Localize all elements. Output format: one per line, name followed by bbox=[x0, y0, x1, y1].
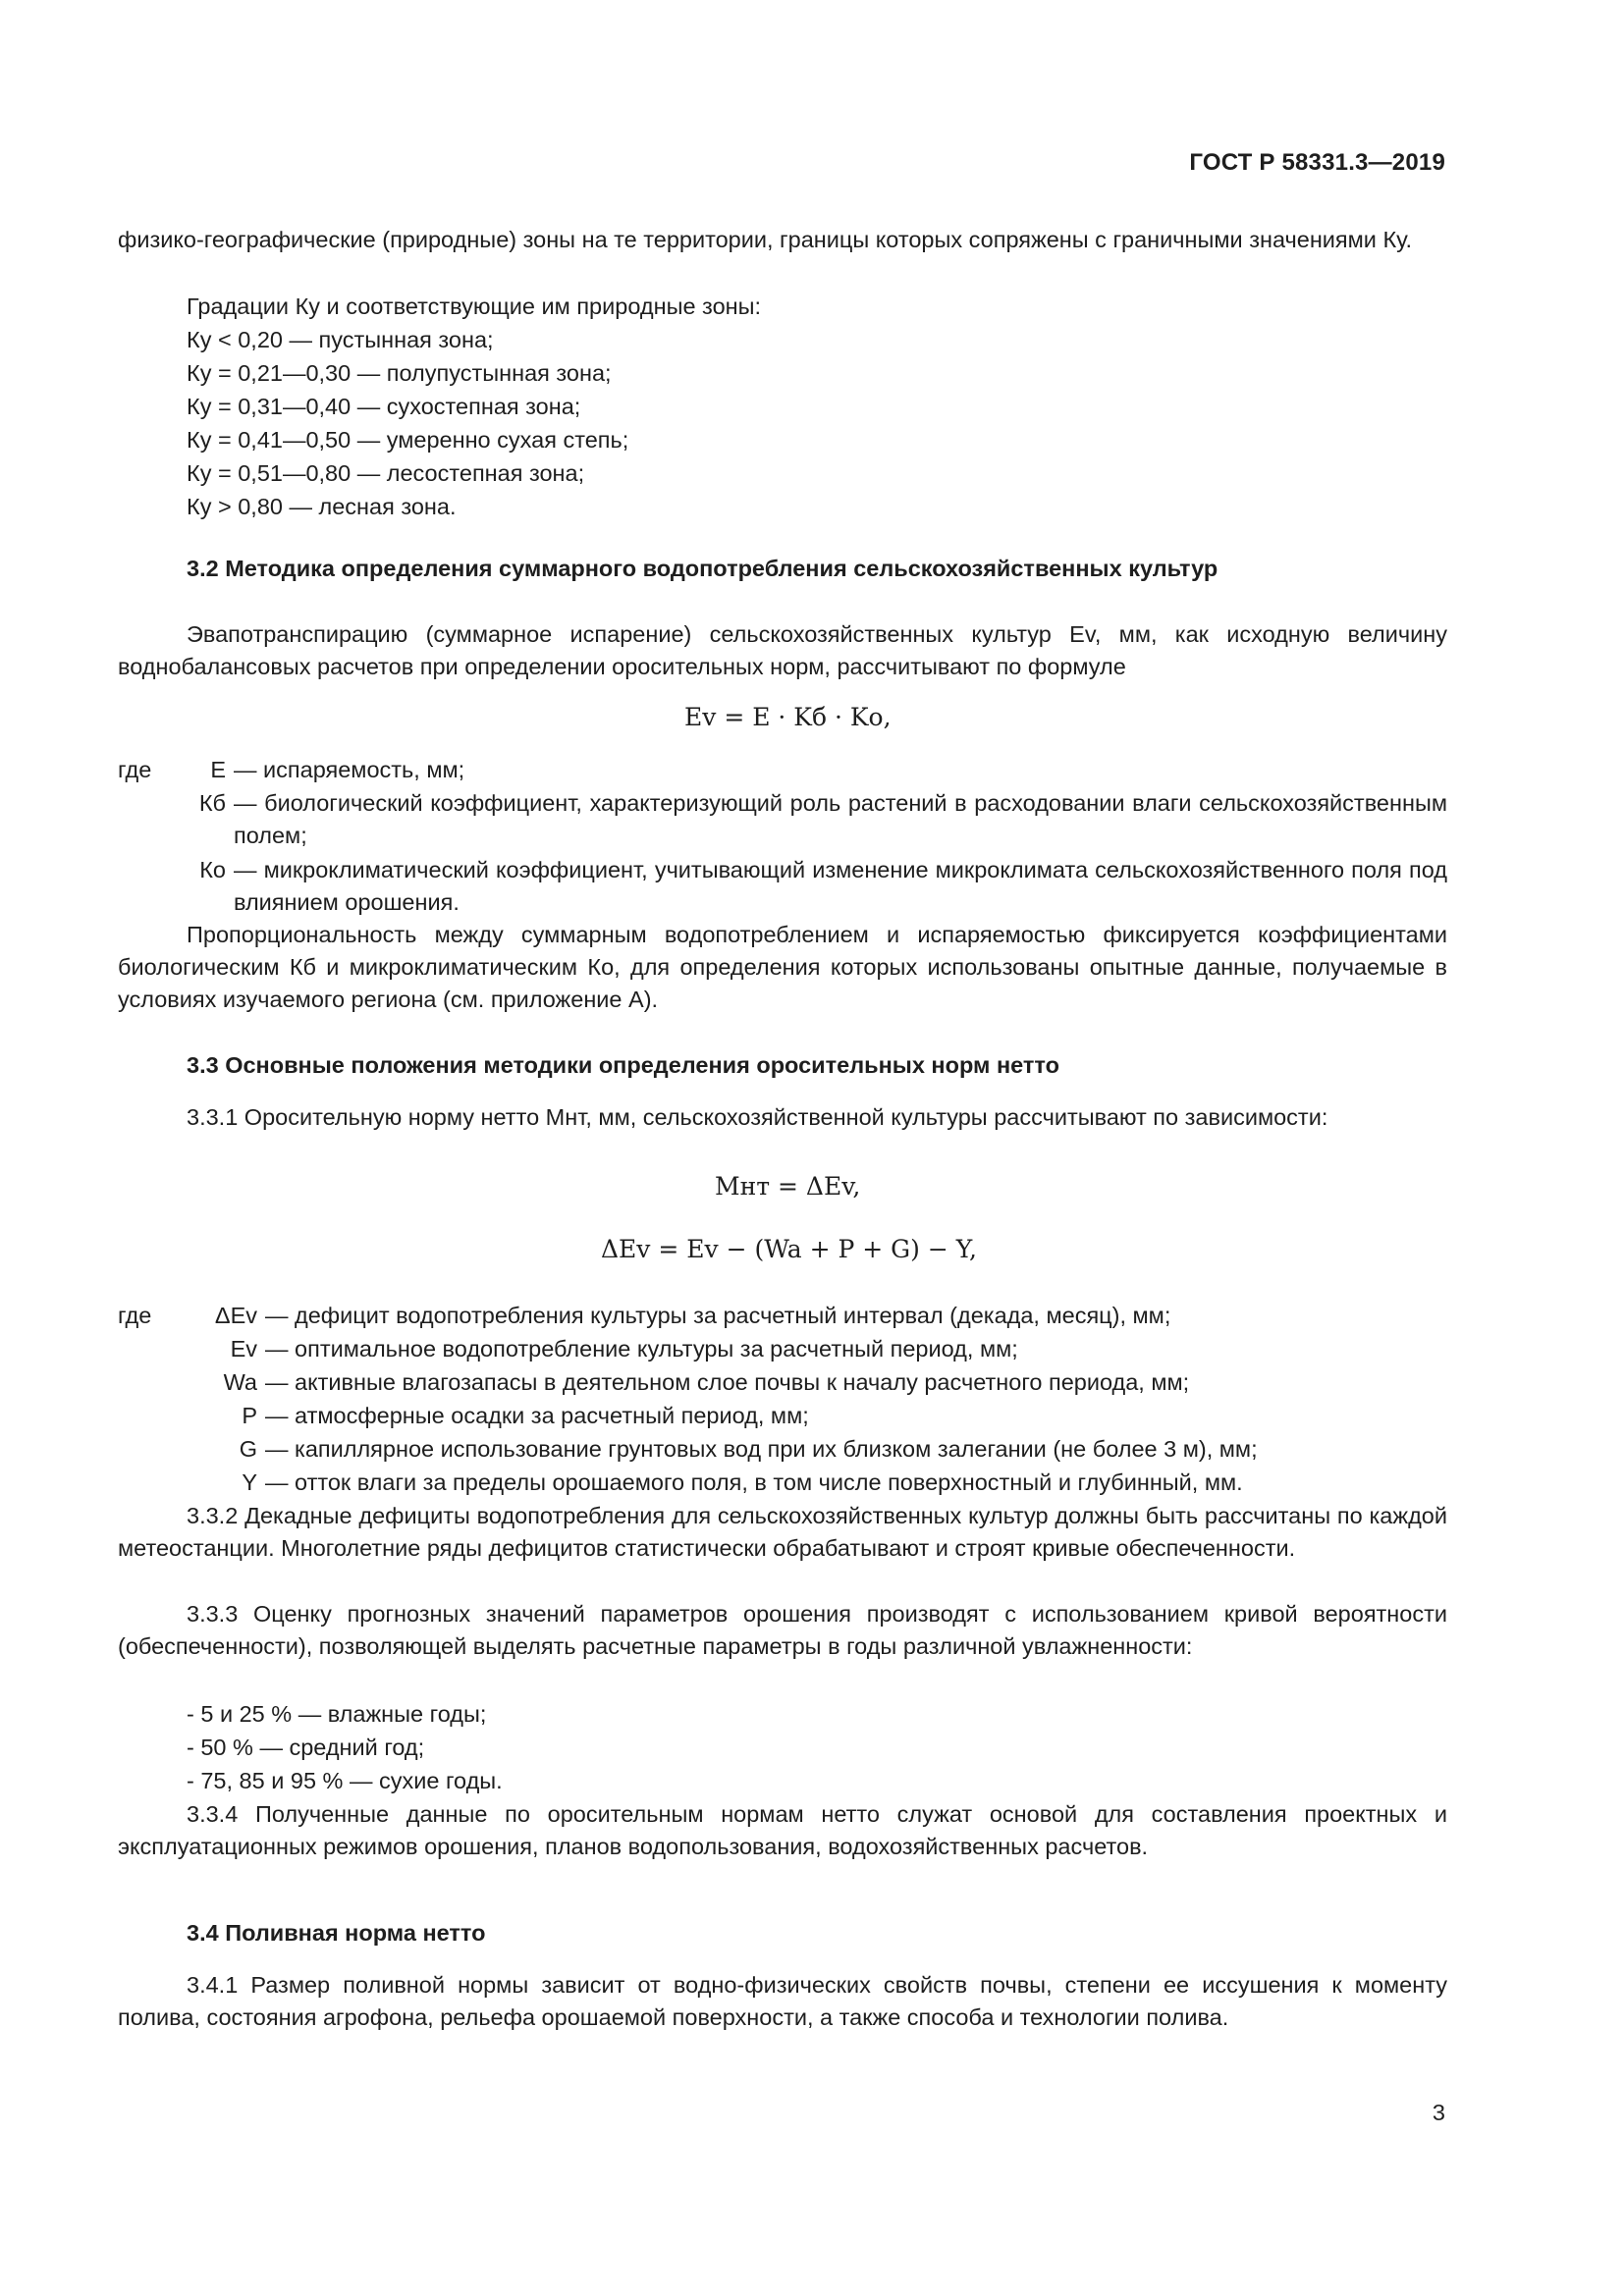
section-3-2-paragraph-1: Эвапотранспирацию (суммарное испарение) сельскохозяйственных культур Ev, мм, как исходную величину воднобалансовых расчетов при определении оросительных норм, рассчитывают по формуле bbox=[118, 621, 1447, 679]
definition-symbol: Y bbox=[242, 1469, 257, 1495]
probability-list-item: - 75, 85 и 95 % — сухие годы. bbox=[187, 1768, 503, 1793]
section-heading-3-4: 3.4 Поливная норма нетто bbox=[187, 1920, 486, 1946]
gradation-item: Ку < 0,20 — пустынная зона; bbox=[187, 327, 494, 352]
definition-text: — отток влаги за пределы орошаемого поля, в том числе поверхностный и глубинный, мм. bbox=[265, 1469, 1243, 1495]
definition-text: — атмосферные осадки за расчетный период, мм; bbox=[265, 1403, 809, 1428]
page-number: 3 bbox=[1432, 2100, 1445, 2125]
paragraph-3-3-2: 3.3.2 Декадные дефициты водопотребления для сельскохозяйственных культур должны быть рассчитаны по каждой метеостанции. Многолетние ряды дефицитов статистически обрабатывают и строят кривые обеспеченности. bbox=[118, 1503, 1447, 1561]
gradation-item: Ку > 0,80 — лесная зона. bbox=[187, 494, 457, 519]
document-code-header: ГОСТ Р 58331.3—2019 bbox=[1189, 149, 1445, 176]
definition-symbol: Кб bbox=[198, 790, 226, 816]
definition-text: — капиллярное использование грунтовых вод при их близком залегании (не более 3 м), мм; bbox=[265, 1436, 1258, 1462]
definition-text: — оптимальное водопотребление культуры за расчетный период, мм; bbox=[265, 1336, 1018, 1362]
definition-symbol: Ev bbox=[230, 1336, 257, 1362]
definition-text: — дефицит водопотребления культуры за расчетный интервал (декада, месяц), мм; bbox=[265, 1303, 1171, 1328]
probability-list-item: - 5 и 25 % — влажные годы; bbox=[187, 1701, 487, 1727]
gradation-item: Ку = 0,21—0,30 — полупустынная зона; bbox=[187, 360, 612, 386]
definition-symbol: G bbox=[239, 1436, 257, 1462]
definition-text: — микроклиматический коэффициент, учитывающий изменение микроклимата сельскохозяйственного поля под влиянием орошения. bbox=[234, 857, 1447, 915]
definition-symbol: Ко bbox=[199, 857, 226, 882]
definition-text: — активные влагозапасы в деятельном слое почвы к началу расчетного периода, мм; bbox=[265, 1369, 1190, 1395]
gradation-item: Ку = 0,51—0,80 — лесостепная зона; bbox=[187, 460, 585, 486]
definition-symbol: E bbox=[210, 757, 226, 782]
definitions-3-3 bbox=[118, 1300, 1447, 1506]
section-heading-3-3: 3.3 Основные положения методики определения оросительных норм нетто bbox=[187, 1052, 1059, 1078]
where-label: где bbox=[118, 757, 152, 782]
section-3-2-paragraph-2: Пропорциональность между суммарным водопотреблением и испаряемостью фиксируется коэффициентами биологическим Кб и микроклиматическим Ко, для определения которых использованы опытные данные, получаемые в условиях изучаемого региона (см. приложение А). bbox=[118, 922, 1447, 1012]
gradation-item: Ку = 0,31—0,40 — сухостепная зона; bbox=[187, 394, 581, 419]
formula-deficit: ΔEv = Ev − (Wa + P + G) − Y, bbox=[601, 1235, 977, 1263]
definitions-3-2 bbox=[118, 754, 1447, 915]
definition-text: — испаряемость, мм; bbox=[234, 757, 465, 782]
definition-symbol: ΔEv bbox=[214, 1303, 257, 1328]
gradation-item: Ку = 0,41—0,50 — умеренно сухая степь; bbox=[187, 427, 629, 453]
definition-symbol: Wa bbox=[223, 1369, 257, 1395]
intro-paragraph: физико-географические (природные) зоны на те территории, границы которых сопряжены с граничными значениями Ку. bbox=[118, 227, 1413, 252]
formula-net-irrigation-norm: Mнт = ΔEv, bbox=[715, 1172, 861, 1201]
definition-text: — биологический коэффициент, характеризующий роль растений в расходовании влаги сельскохозяйственным полем; bbox=[234, 790, 1447, 848]
paragraph-3-3-4: 3.3.4 Полученные данные по оросительным нормам нетто служат основой для составления проектных и эксплуатационных режимов орошения, планов водопользования, водохозяйственных расчетов. bbox=[118, 1801, 1447, 1859]
definition-symbol: P bbox=[242, 1403, 257, 1428]
paragraph-3-4-1: 3.4.1 Размер поливной нормы зависит от водно-физических свойств почвы, степени ее иссушения к моменту полива, состояния агрофона, рельефа орошаемой поверхности, а также способа и технологии полива. bbox=[118, 1972, 1447, 2030]
where-label: где bbox=[118, 1303, 152, 1328]
paragraph-3-3-3: 3.3.3 Оценку прогнозных значений параметров орошения производят с использованием кривой вероятности (обеспеченности), позволяющей выделять расчетные параметры в годы различной увлажненности: bbox=[118, 1601, 1447, 1659]
formula-evapotranspiration: Ev = E · Kб · Kо, bbox=[684, 703, 892, 731]
probability-list-item: - 50 % — средний год; bbox=[187, 1735, 425, 1760]
paragraph-3-3-1: 3.3.1 Оросительную норму нетто Mнт, мм, сельскохозяйственной культуры рассчитывают по зависимости: bbox=[187, 1104, 1328, 1130]
gradations-title: Градации Ку и соответствующие им природные зоны: bbox=[187, 294, 762, 319]
section-heading-3-2: 3.2 Методика определения суммарного водопотребления сельскохозяйственных культур bbox=[187, 556, 1218, 581]
